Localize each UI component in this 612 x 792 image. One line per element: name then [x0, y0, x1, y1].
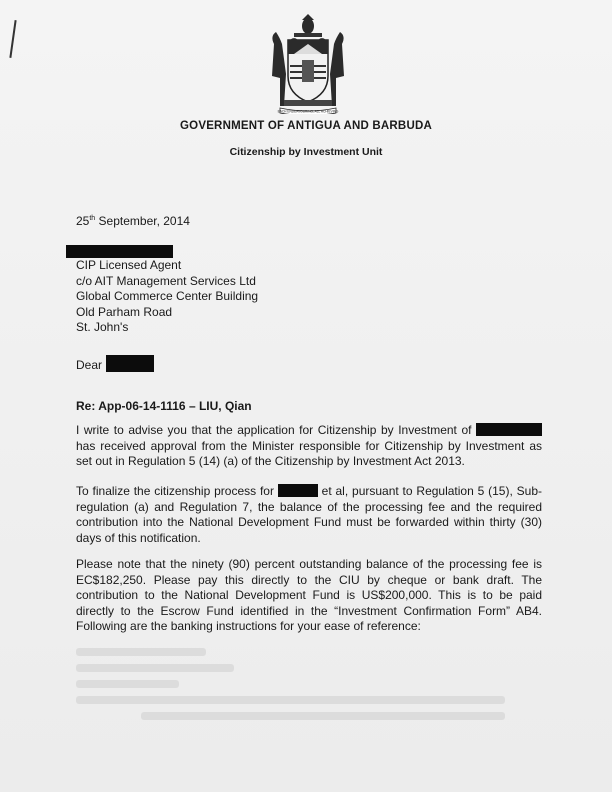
date-suffix: th — [89, 215, 96, 222]
salutation: Dear — [76, 358, 103, 372]
paragraph-text: et al, pursuant to Regulation 5 (15), Sub-regulation (a) and Regulation 7, the balance of the processing fee and the required contribution into the National Development Fund must be forwarded within thirty (30) days of this notification. — [76, 484, 542, 545]
coat-of-arms-icon — [258, 14, 358, 114]
bleed-through-text — [76, 640, 542, 728]
redacted-applicant-name — [278, 484, 318, 497]
redacted-recipient-name — [66, 245, 173, 258]
redacted-applicant-name — [476, 423, 542, 436]
paragraph-text: I write to advise you that the application for Citizenship by Investment of — [76, 423, 476, 437]
paragraph-finalize — [76, 484, 542, 546]
paragraph-approval — [76, 423, 542, 470]
address-line: Global Commerce Center Building — [76, 289, 259, 303]
address-line: c/o AIT Management Services Ltd — [76, 273, 256, 288]
crest-motto: EACH ENDEAVOURING, ALL ACHIEVING — [277, 109, 339, 114]
address-line: Old Parham Road — [76, 304, 173, 319]
letter-date — [76, 214, 190, 228]
government-heading: GOVERNMENT OF ANTIGUA AND BARBUDA — [180, 120, 432, 132]
date-rest: September, 2014 — [95, 214, 190, 228]
address-line: St. John's — [76, 320, 129, 334]
paragraph-fees: Please note that the ninety (90) percent outstanding balance of the processing fee is EC$182,250. Please pay this directly to the CIU by cheque or bank draft. The contribution to the National Development Fund is US$200,000. This is to be paid directly to the Escrow Fund identified in the “Investment Confirmation Form” AB4. Following are the banking instructions for your ease of reference: — [76, 557, 542, 633]
pen-mark — [9, 20, 16, 58]
recipient-address — [76, 258, 258, 336]
subject-line: Re: App-06-14-1116 – LIU, Qian — [76, 399, 252, 413]
date-day: 25 — [76, 214, 90, 228]
address-line: CIP Licensed Agent — [76, 258, 182, 272]
paragraph-text: To finalize the citizenship process for — [76, 484, 278, 498]
redacted-salutation-name — [106, 355, 154, 372]
unit-heading: Citizenship by Investment Unit — [229, 146, 383, 158]
paragraph-text: has received approval from the Minister responsible for Citizenship by Investment as set out in Regulation 5 (14) (a) of the Citizenship by Investment Act 2013. — [76, 438, 542, 468]
